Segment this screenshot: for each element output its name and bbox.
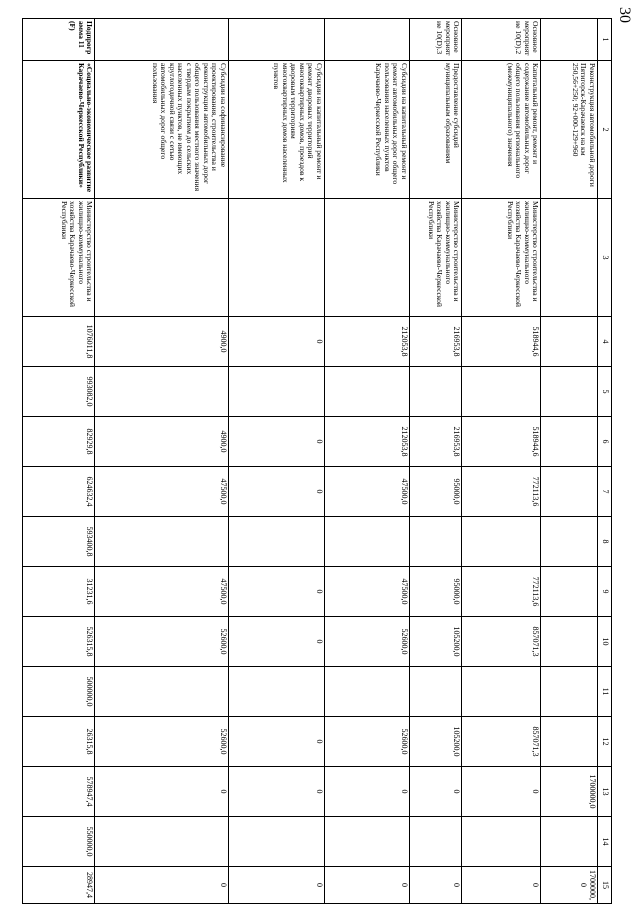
cell-value bbox=[95, 817, 228, 867]
table-row bbox=[462, 19, 541, 904]
cell-value bbox=[95, 667, 228, 717]
cell-value: 95000,0 bbox=[409, 467, 461, 517]
col-header: 8 bbox=[598, 517, 612, 567]
cell-value: 0 bbox=[228, 317, 324, 367]
cell-value bbox=[541, 617, 598, 667]
cell-value: 52600,0 bbox=[95, 717, 228, 767]
cell-value: 105200,0 bbox=[409, 717, 461, 767]
col-header: 4 bbox=[598, 317, 612, 367]
cell-value: 0 bbox=[228, 567, 324, 617]
page-number: 30 bbox=[616, 7, 633, 23]
cell-value bbox=[95, 517, 228, 567]
cell-executor bbox=[95, 199, 228, 317]
table-row bbox=[228, 19, 324, 904]
cell-value: 772113,6 bbox=[462, 567, 541, 617]
cell-value: 518944,6 bbox=[462, 417, 541, 467]
cell-value bbox=[541, 817, 598, 867]
cell-value: 95000,0 bbox=[409, 567, 461, 617]
cell-value: 0 bbox=[462, 867, 541, 904]
cell-value: 216953,8 bbox=[409, 417, 461, 467]
cell-value bbox=[95, 367, 228, 417]
cell-executor bbox=[228, 199, 324, 317]
col-header: 9 bbox=[598, 567, 612, 617]
cell-value: 857071,3 bbox=[462, 717, 541, 767]
cell-value: 993082,0 bbox=[23, 367, 95, 417]
cell-value: 624632,4 bbox=[23, 467, 95, 517]
cell-value: 0 bbox=[228, 617, 324, 667]
col-header: 10 bbox=[598, 617, 612, 667]
cell-value: 857071,3 bbox=[462, 617, 541, 667]
cell-value: 52600,0 bbox=[324, 617, 409, 667]
cell-value: 1700000,0 bbox=[541, 867, 598, 904]
cell-value bbox=[409, 667, 461, 717]
cell-value bbox=[541, 517, 598, 567]
cell-name: Субсидии на капитальный ремонт и ремонт автомобильных дорог общего пользования населенных пунктов Карачаево-Черкесской Республики bbox=[324, 61, 409, 199]
cell-value: 28947,4 bbox=[23, 867, 95, 904]
budget-table bbox=[22, 18, 612, 904]
cell-executor: Министерство строительства и жилищно-коммунального хозяйства Карачаево-Черкесской Республики bbox=[462, 199, 541, 317]
cell-value: 52600,0 bbox=[95, 617, 228, 667]
cell-value: 82929,8 bbox=[23, 417, 95, 467]
cell-code bbox=[324, 19, 409, 61]
cell-value: 0 bbox=[462, 767, 541, 817]
cell-code bbox=[541, 19, 598, 61]
cell-value bbox=[462, 817, 541, 867]
table-row bbox=[95, 19, 228, 904]
col-header: 1 bbox=[598, 19, 612, 61]
cell-value bbox=[324, 367, 409, 417]
cell-value: 47500,0 bbox=[95, 467, 228, 517]
cell-executor: Министерство строительства и жилищно-коммунального хозяйства Карачаево-Черкесской Республики bbox=[409, 199, 461, 317]
cell-value: 105200,0 bbox=[409, 617, 461, 667]
cell-value: 0 bbox=[95, 767, 228, 817]
cell-value: 4900,0 bbox=[95, 417, 228, 467]
cell-name: Субсидии на софинансирование проектирования, строительства и реконструкции автомобильных дорог общего пользования местного значения с твердым покрытием до сельских населенных пунктов, не имеющих круглогодичной связи с сетью автомобильных дорог общего пользования bbox=[95, 61, 228, 199]
cell-value: 1076011,8 bbox=[23, 317, 95, 367]
cell-value bbox=[462, 517, 541, 567]
cell-value: 47500,0 bbox=[324, 467, 409, 517]
cell-value: 212053,8 bbox=[324, 417, 409, 467]
cell-value bbox=[228, 817, 324, 867]
cell-value bbox=[228, 667, 324, 717]
cell-name: Капитальный ремонт, ремонт и содержание автомобильных дорог общего пользования регионального (межмуниципального) значения bbox=[462, 61, 541, 199]
cell-value bbox=[541, 467, 598, 517]
cell-executor bbox=[324, 199, 409, 317]
cell-value bbox=[409, 517, 461, 567]
cell-code: Основное мероприятие 10(D).3 bbox=[409, 19, 461, 61]
cell-value bbox=[228, 367, 324, 417]
cell-value: 0 bbox=[95, 867, 228, 904]
cell-value bbox=[541, 567, 598, 617]
cell-value: 0 bbox=[228, 717, 324, 767]
cell-value bbox=[541, 717, 598, 767]
cell-name: «Социально-экономическое развитие Карачаево-Черкесской Республики» bbox=[23, 61, 95, 199]
cell-value bbox=[462, 367, 541, 417]
cell-value: 216953,8 bbox=[409, 317, 461, 367]
cell-value: 26315,8 bbox=[23, 717, 95, 767]
table-row bbox=[409, 19, 461, 904]
cell-value: 52600,0 bbox=[324, 717, 409, 767]
cell-value bbox=[541, 417, 598, 467]
cell-value: 31231,6 bbox=[23, 567, 95, 617]
cell-name: Реконструкция автомобильной дороги Пятигорск-Карачаевск на км 250,56+250; 92+000-129+960 bbox=[541, 61, 598, 199]
cell-value bbox=[324, 817, 409, 867]
cell-value bbox=[228, 517, 324, 567]
cell-value: 0 bbox=[228, 417, 324, 467]
cell-value bbox=[409, 817, 461, 867]
cell-value: 0 bbox=[409, 867, 461, 904]
cell-value: 47500,0 bbox=[324, 567, 409, 617]
col-header: 13 bbox=[598, 767, 612, 817]
cell-value: 526315,8 bbox=[23, 617, 95, 667]
cell-value: 0 bbox=[228, 467, 324, 517]
cell-code: Подпрограмма 11 (F) bbox=[23, 19, 95, 61]
cell-name: Предоставление субсидий муниципальным образованиям bbox=[409, 61, 461, 199]
cell-code bbox=[228, 19, 324, 61]
cell-value: 578947,4 bbox=[23, 767, 95, 817]
cell-code: Основное мероприятие 10(D).2 bbox=[462, 19, 541, 61]
col-header: 7 bbox=[598, 467, 612, 517]
cell-executor bbox=[541, 199, 598, 317]
col-header: 6 bbox=[598, 417, 612, 467]
cell-value: 518944,6 bbox=[462, 317, 541, 367]
cell-value: 550000,0 bbox=[23, 817, 95, 867]
rotated-table-container bbox=[22, 18, 612, 903]
col-header: 3 bbox=[598, 199, 612, 317]
cell-name: Субсидии на капитальный ремонт и ремонт дворовых территорий многоквартирных домов, проездов к дворовым территориям многоквартирных домов населенных пунктов bbox=[228, 61, 324, 199]
cell-value bbox=[324, 667, 409, 717]
cell-value: 4900,0 bbox=[95, 317, 228, 367]
cell-value bbox=[541, 367, 598, 417]
cell-executor: Министерство строительства и жилищно-коммунального хозяйства Карачаево-Черкесской Республики bbox=[23, 199, 95, 317]
col-header: 15 bbox=[598, 867, 612, 904]
col-header: 5 bbox=[598, 367, 612, 417]
cell-value: 1700000,0 bbox=[541, 767, 598, 817]
table-row bbox=[23, 19, 95, 904]
table-row bbox=[541, 19, 598, 904]
cell-value: 0 bbox=[324, 767, 409, 817]
cell-value: 500000,0 bbox=[23, 667, 95, 717]
cell-value bbox=[409, 367, 461, 417]
header-row bbox=[598, 19, 612, 904]
cell-value: 0 bbox=[228, 767, 324, 817]
cell-value: 772113,6 bbox=[462, 467, 541, 517]
cell-value bbox=[324, 517, 409, 567]
cell-value bbox=[541, 667, 598, 717]
cell-value: 47500,0 bbox=[95, 567, 228, 617]
cell-value: 0 bbox=[228, 867, 324, 904]
cell-value: 593400,8 bbox=[23, 517, 95, 567]
table-row bbox=[324, 19, 409, 904]
col-header: 2 bbox=[598, 61, 612, 199]
col-header: 11 bbox=[598, 667, 612, 717]
col-header: 12 bbox=[598, 717, 612, 767]
col-header: 14 bbox=[598, 817, 612, 867]
cell-value bbox=[462, 667, 541, 717]
cell-value: 0 bbox=[324, 867, 409, 904]
cell-value: 212053,8 bbox=[324, 317, 409, 367]
cell-value bbox=[541, 317, 598, 367]
cell-value: 0 bbox=[409, 767, 461, 817]
cell-code bbox=[95, 19, 228, 61]
